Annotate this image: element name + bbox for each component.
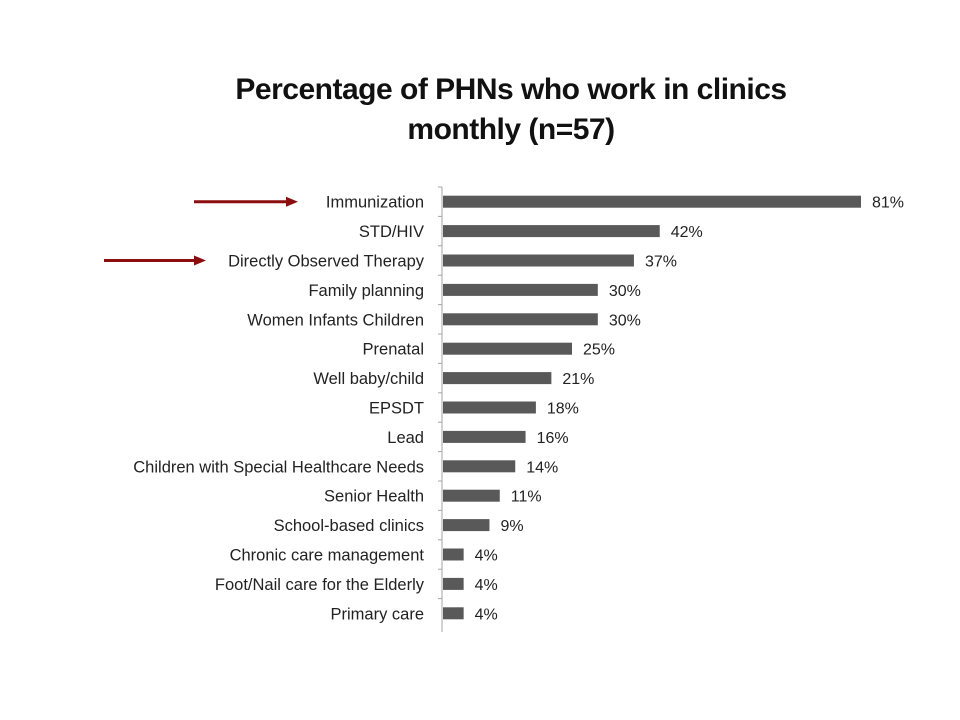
data-label: 4% xyxy=(474,547,498,565)
category-label: Well baby/child xyxy=(313,370,424,389)
category-label: Lead xyxy=(387,428,424,447)
data-label: 4% xyxy=(474,576,498,594)
category-label: School-based clinics xyxy=(273,517,424,536)
bar xyxy=(443,196,861,208)
data-label: 16% xyxy=(536,429,569,447)
data-label: 9% xyxy=(500,518,524,536)
data-label: 14% xyxy=(526,459,559,477)
bar xyxy=(443,402,536,414)
bar xyxy=(443,372,551,384)
category-label: Directly Observed Therapy xyxy=(228,252,424,271)
bar xyxy=(443,431,526,443)
data-label: 11% xyxy=(510,488,542,506)
category-label: Senior Health xyxy=(324,487,424,506)
data-label: 42% xyxy=(670,224,703,242)
data-label: 25% xyxy=(583,341,616,359)
category-label: STD/HIV xyxy=(358,223,424,242)
highlight-arrow-head xyxy=(286,197,298,207)
bar xyxy=(443,460,515,472)
data-label: 4% xyxy=(474,606,498,624)
highlight-arrow-head xyxy=(194,256,206,266)
category-label: Prenatal xyxy=(362,340,424,359)
category-label: Women Infants Children xyxy=(247,311,424,330)
data-label: 30% xyxy=(608,282,641,300)
category-label: Immunization xyxy=(325,193,424,212)
category-label: Family planning xyxy=(308,281,424,300)
category-label: Primary care xyxy=(330,605,424,624)
data-label: 21% xyxy=(562,371,595,389)
data-label: 30% xyxy=(608,312,641,330)
bar xyxy=(443,343,572,355)
bar xyxy=(443,255,634,267)
bar xyxy=(443,313,598,325)
bar xyxy=(443,607,464,619)
category-label: Chronic care management xyxy=(229,546,424,565)
bar xyxy=(443,549,464,561)
bar xyxy=(443,284,598,296)
category-label: Children with Special Healthcare Needs xyxy=(133,458,424,477)
category-label: Foot/Nail care for the Elderly xyxy=(214,575,424,594)
data-label: 37% xyxy=(644,253,677,271)
bar xyxy=(443,225,660,237)
bar xyxy=(443,490,500,502)
chart-title-line-2: monthly (n=57) xyxy=(407,113,615,146)
bar xyxy=(443,519,489,531)
chart-title-line-1: Percentage of PHNs who work in clinics xyxy=(235,73,787,106)
bar xyxy=(443,578,464,590)
data-label: 18% xyxy=(546,400,579,418)
data-label: 81% xyxy=(872,194,905,212)
category-label: EPSDT xyxy=(368,399,424,418)
